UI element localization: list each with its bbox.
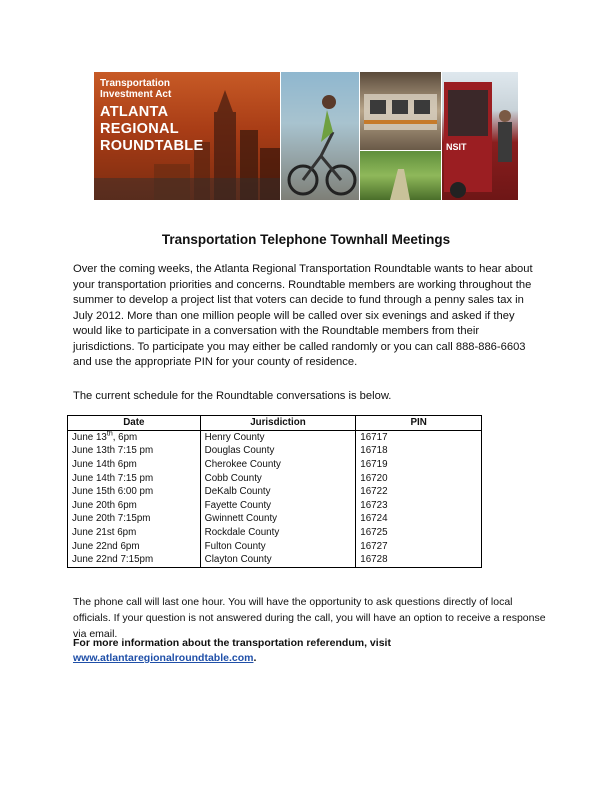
cell-date: June 22nd 6pm bbox=[68, 539, 201, 553]
cell-date: June 15th 6:00 pm bbox=[68, 485, 201, 499]
cell-pin: 16718 bbox=[356, 444, 482, 458]
cell-jurisdiction: Henry County bbox=[200, 430, 356, 444]
banner-subtitle: Transportation Investment Act bbox=[100, 78, 172, 100]
cell-jurisdiction: Fayette County bbox=[200, 499, 356, 513]
skyline-photo-panel bbox=[94, 72, 280, 200]
cell-date: June 20th 7:15pm bbox=[68, 512, 201, 526]
header-pin: PIN bbox=[356, 416, 482, 431]
cell-jurisdiction: Fulton County bbox=[200, 539, 356, 553]
table-row bbox=[68, 539, 482, 553]
cell-date: June 22nd 7:15pm bbox=[68, 553, 201, 567]
cell-pin: 16722 bbox=[356, 485, 482, 499]
table-row bbox=[68, 499, 482, 513]
website-link[interactable]: www.atlantaregionalroundtable.com bbox=[73, 652, 254, 664]
table-row bbox=[68, 471, 482, 485]
banner-title: ATLANTA REGIONAL ROUNDTABLE bbox=[100, 104, 204, 154]
cell-jurisdiction: Rockdale County bbox=[200, 526, 356, 540]
cell-pin: 16724 bbox=[356, 512, 482, 526]
more-info-end: . bbox=[253, 652, 257, 664]
more-info-text: For more information about the transportation referendum, visit bbox=[73, 637, 391, 649]
cell-jurisdiction: Clayton County bbox=[200, 553, 356, 567]
table-row bbox=[68, 553, 482, 567]
cyclist-photo-panel bbox=[281, 72, 359, 200]
table-row bbox=[68, 512, 482, 526]
cell-pin: 16728 bbox=[356, 553, 482, 567]
table-row bbox=[68, 430, 482, 444]
cell-pin: 16727 bbox=[356, 539, 482, 553]
cell-date: June 14th 6pm bbox=[68, 458, 201, 472]
cell-jurisdiction: Gwinnett County bbox=[200, 512, 356, 526]
train-photo-panel bbox=[360, 72, 441, 150]
page-title: Transportation Telephone Townhall Meetings bbox=[161, 232, 451, 247]
cell-pin: 16723 bbox=[356, 499, 482, 513]
more-info bbox=[73, 636, 553, 666]
trail-photo-panel bbox=[360, 151, 441, 200]
table-row bbox=[68, 485, 482, 499]
cell-pin: 16720 bbox=[356, 471, 482, 485]
schedule-table bbox=[67, 415, 482, 568]
header-jurisdiction: Jurisdiction bbox=[200, 416, 356, 431]
cell-date: June 21st 6pm bbox=[68, 526, 201, 540]
cell-date: June 13th 7:15 pm bbox=[68, 444, 201, 458]
bus-sign-text: NSIT bbox=[446, 142, 467, 152]
bus-graphic bbox=[442, 72, 518, 200]
train-graphic bbox=[360, 72, 441, 150]
closing-paragraph: The phone call will last one hour. You will have the opportunity to ask questions directly of local officials. If your question is not answered during the call, you will have an option to receive a response via email. bbox=[73, 596, 546, 640]
intro-paragraph: Over the coming weeks, the Atlanta Regional Transportation Roundtable wants to hear about your transportation priorities and concerns. Roundtable members are working throughout the summer to develop a project list that voters can decide to fund through a penny sales tax in July 2012. More than one million people will be called over six evenings and asked if they would like to participate in a conversation with the Roundtable members from their jurisdictions. To participate you may either be called randomly or you can call 888-886-6603 and use the appropriate PIN for your county of residence. bbox=[73, 263, 533, 368]
bus-photo-panel bbox=[442, 72, 518, 200]
cell-pin: 16725 bbox=[356, 526, 482, 540]
cyclist-graphic bbox=[281, 72, 359, 200]
schedule-intro: The current schedule for the Roundtable conversations is below. bbox=[73, 390, 392, 402]
banner-image bbox=[94, 72, 518, 200]
cell-date: June 14th 7:15 pm bbox=[68, 471, 201, 485]
cell-pin: 16719 bbox=[356, 458, 482, 472]
cell-date: June 13th, 6pm bbox=[68, 430, 201, 444]
cell-date: June 20th 6pm bbox=[68, 499, 201, 513]
cell-jurisdiction: Cobb County bbox=[200, 471, 356, 485]
cell-pin: 16717 bbox=[356, 430, 482, 444]
cell-jurisdiction: Cherokee County bbox=[200, 458, 356, 472]
cell-jurisdiction: DeKalb County bbox=[200, 485, 356, 499]
header-date: Date bbox=[68, 416, 201, 431]
table-row bbox=[68, 444, 482, 458]
table-row bbox=[68, 526, 482, 540]
trail-graphic bbox=[360, 151, 441, 200]
cell-jurisdiction: Douglas County bbox=[200, 444, 356, 458]
table-header-row bbox=[68, 416, 482, 431]
table-row bbox=[68, 458, 482, 472]
